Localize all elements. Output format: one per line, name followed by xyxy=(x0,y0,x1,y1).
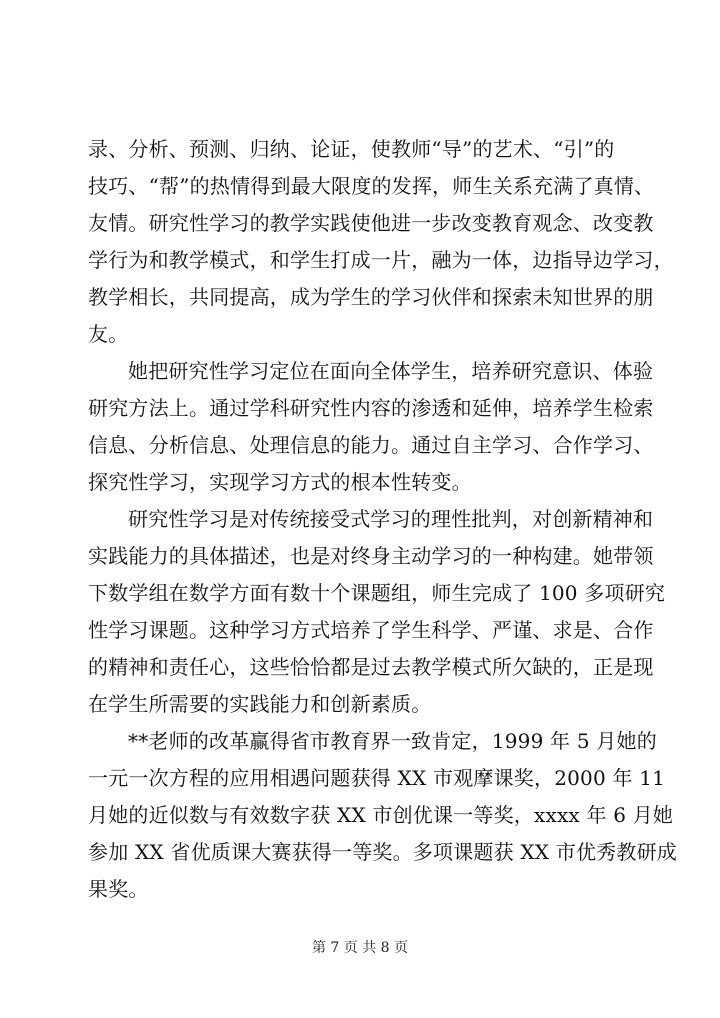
text-line: 实践能力的具体描述，也是对终身主动学习的一种构建。她带领 xyxy=(88,544,654,568)
text-line: 探究性学习，实现学习方式的根本性转变。 xyxy=(88,470,472,494)
paragraph-first-line: **老师的改革赢得省市教育界一致肯定，1999 年 5 月她的 xyxy=(128,729,657,753)
text-line: 的精神和责任心，这些恰恰都是过去教学模式所欠缺的，正是现 xyxy=(88,655,654,679)
text-line: 在学生所需要的实践能力和创新素质。 xyxy=(88,692,432,716)
text-line: 信息、分析信息、处理信息的能力。通过自主学习、合作学习、 xyxy=(88,433,654,457)
page-number-footer: 第 7 页 共 8 页 xyxy=(311,940,409,956)
text-line: 研究方法上。通过学科研究性内容的渗透和延伸，培养学生检索 xyxy=(88,396,654,420)
text-line: 教学相长，共同提高，成为学生的学习伙伴和探索未知世界的朋 xyxy=(88,285,654,309)
text-line: 友。 xyxy=(88,322,129,346)
text-line: 月她的近似数与有效数字获 XX 市创优课一等奖，xxxx 年 6 月她 xyxy=(88,803,674,827)
paragraph-first-line: 她把研究性学习定位在面向全体学生，培养研究意识、体验 xyxy=(128,359,654,383)
text-line: 性学习课题。这种学习方式培养了学生科学、严谨、求是、合作 xyxy=(88,618,654,642)
text-line: 学行为和教学模式，和学生打成一片，融为一体，边指导边学习， xyxy=(88,248,674,272)
paragraph-first-line: 研究性学习是对传统接受式学习的理性批判，对创新精神和 xyxy=(128,507,654,531)
text-line: 果奖。 xyxy=(88,877,149,901)
text-line: 下数学组在数学方面有数十个课题组，师生完成了 100 多项研究 xyxy=(88,581,666,605)
text-line: 一元一次方程的应用相遇问题获得 XX 市观摩课奖，2000 年 11 xyxy=(88,766,666,790)
text-line: 技巧、“帮”的热情得到最大限度的发挥，师生关系充满了真情、 xyxy=(88,174,655,198)
text-line: 录、分析、预测、归纳、论证，使教师“导”的艺术、“引”的 xyxy=(88,137,615,161)
text-line: 参加 XX 省优质课大赛获得一等奖。多项课题获 XX 市优秀教研成 xyxy=(88,840,677,864)
text-line: 友情。研究性学习的教学实践使他进一步改变教育观念、改变教 xyxy=(88,211,654,235)
